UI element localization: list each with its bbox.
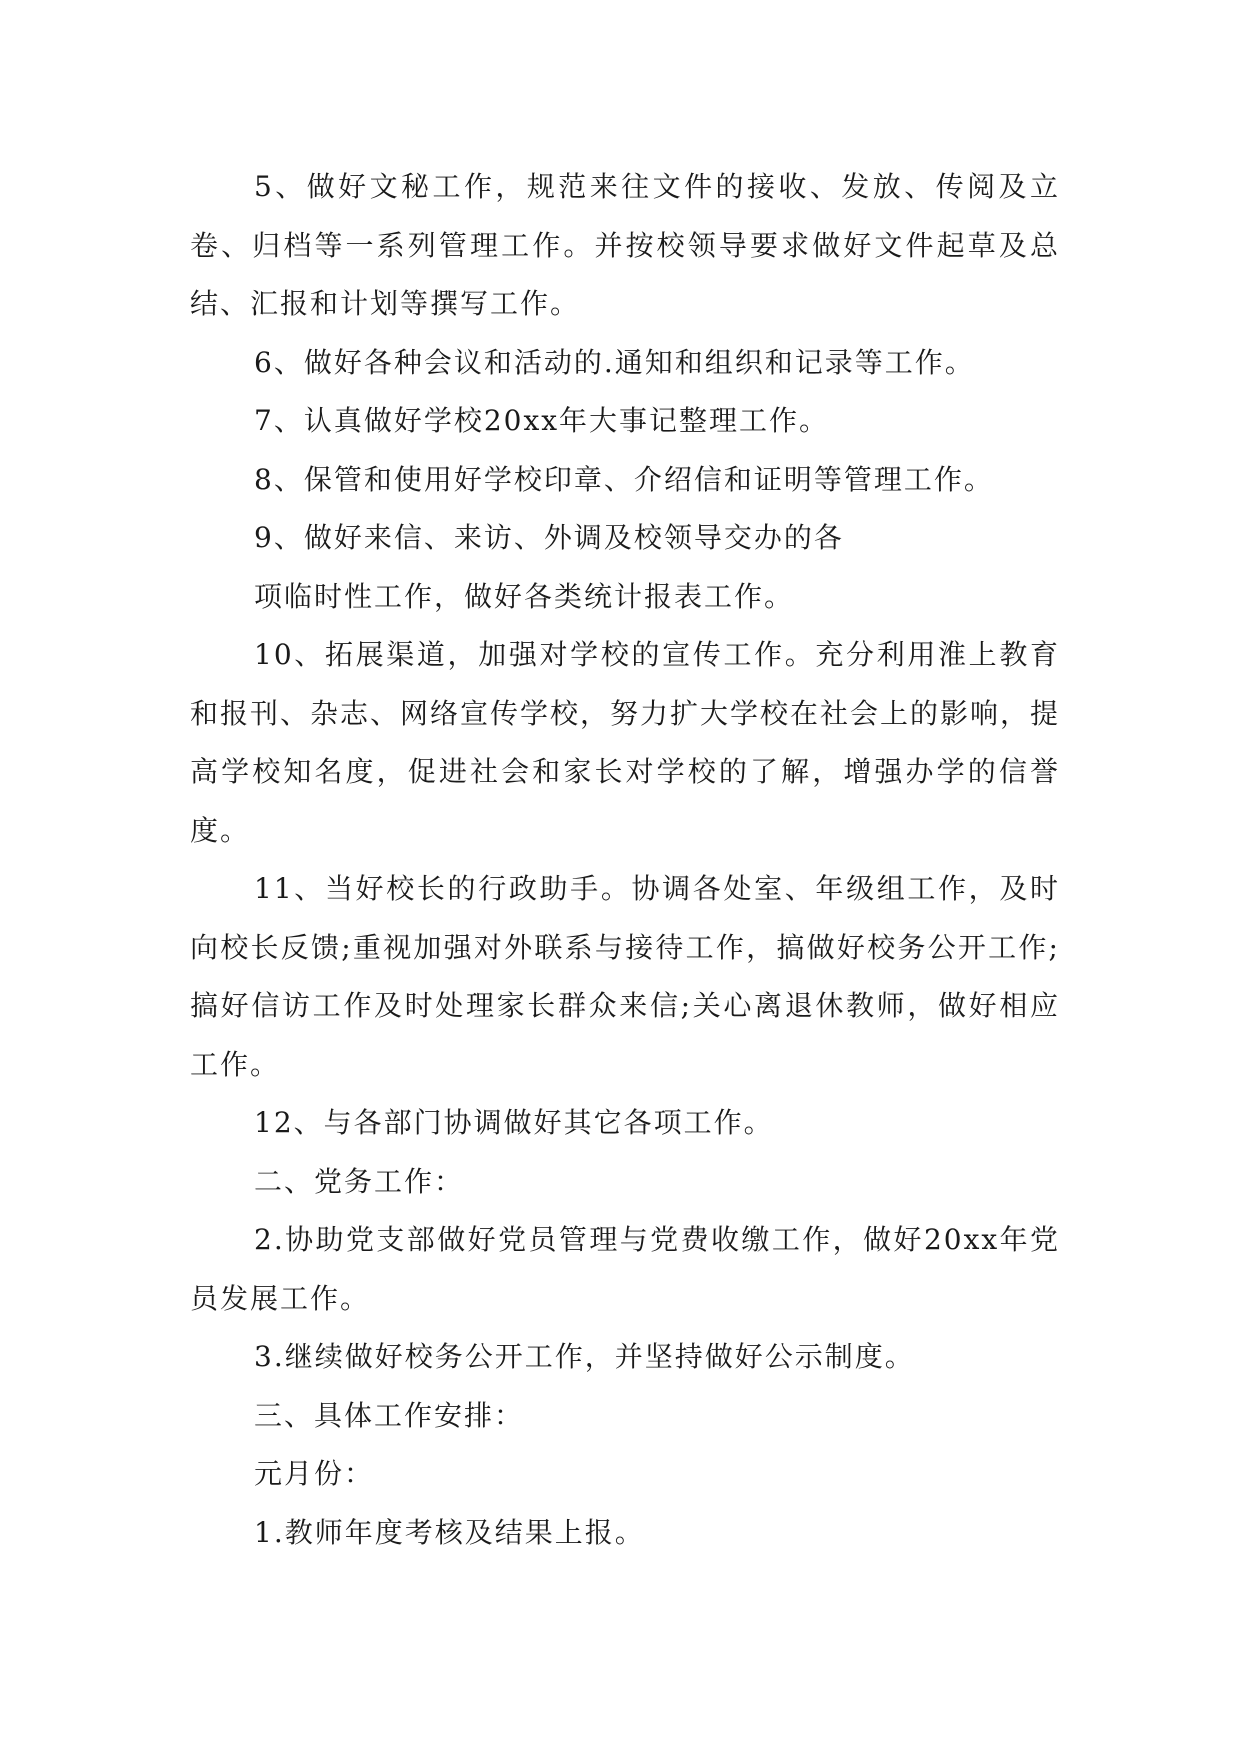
paragraph-january-item-1: 1.教师年度考核及结果上报。	[254, 1515, 645, 1549]
section-heading-schedule: 三、具体工作安排：	[254, 1398, 525, 1432]
document-body	[190, 158, 1060, 1562]
month-heading-january: 元月份：	[254, 1457, 375, 1490]
paragraph-item-9-continued: 项临时性工作，做好各类统计报表工作。	[254, 579, 795, 613]
paragraph-item-12: 12、与各部门协调做好其它各项工作。	[254, 1106, 774, 1139]
paragraph-item-7: 7、认真做好学校20xx年大事记整理工作。	[254, 404, 830, 437]
paragraph-item-9: 9、做好来信、来访、外调及校领导交办的各	[254, 521, 844, 554]
paragraph-party-item-3: 3.继续做好校务公开工作，并坚持做好公示制度。	[254, 1340, 915, 1373]
paragraph-item-10: 10、拓展渠道，加强对学校的宣传工作。充分利用淮上教育和报刊、杂志、网络宣传学校，努力扩大学校在社会上的影响，提高学校知名度，促进社会和家长对学校的了解，增强办学的信誉度。	[190, 638, 1061, 847]
paragraph-item-5: 5、做好文秘工作，规范来往文件的接收、发放、传阅及立卷、归档等一系列管理工作。并按校领导要求做好文件起草及总结、汇报和计划等撰写工作。	[190, 170, 1060, 320]
paragraph-item-6: 6、做好各种会议和活动的.通知和组织和记录等工作。	[254, 345, 975, 379]
paragraph-item-11: 11、当好校长的行政助手。协调各处室、年级组工作，及时向校长反馈;重视加强对外联系与接待工作，搞做好校务公开工作;搞好信访工作及时处理家长群众来信;关心离退休教师，做好相应工作。	[190, 872, 1060, 1081]
paragraph-party-item-2: 2.协助党支部做好党员管理与党费收缴工作，做好20xx年党员发展工作。	[190, 1223, 1060, 1315]
paragraph-item-8: 8、保管和使用好学校印章、介绍信和证明等管理工作。	[254, 462, 994, 496]
section-heading-party-work: 二、党务工作：	[254, 1164, 465, 1198]
